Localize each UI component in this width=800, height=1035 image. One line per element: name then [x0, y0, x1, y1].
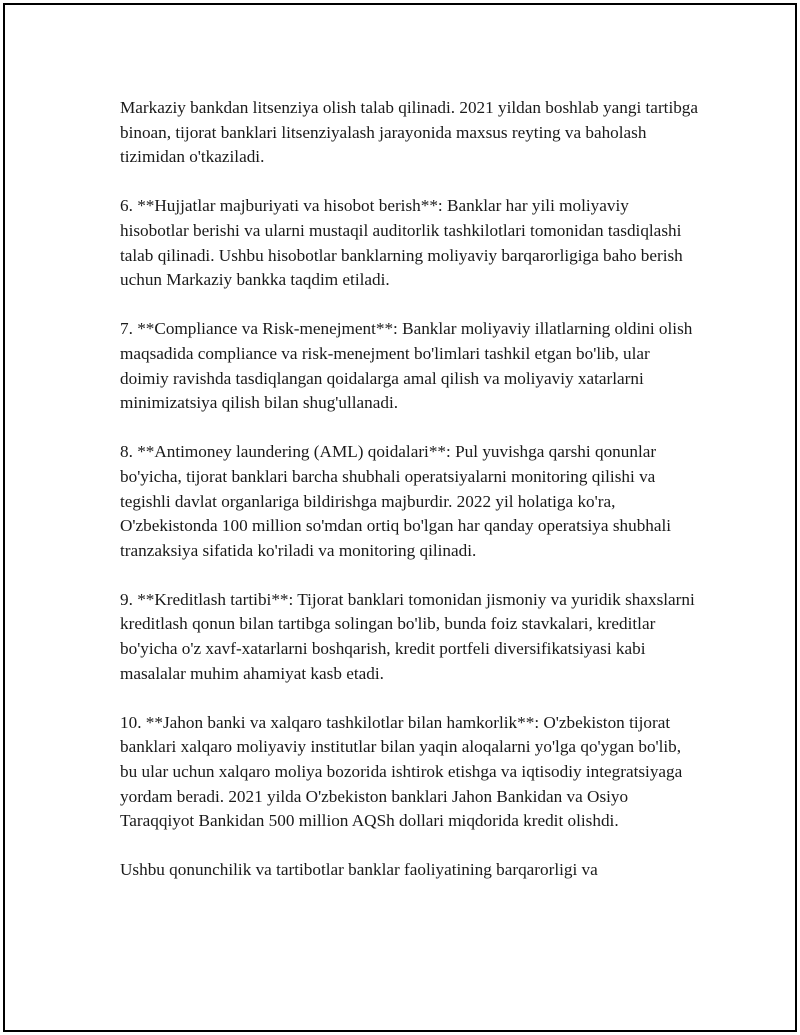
- paragraph-conclusion: Ushbu qonunchilik va tartibotlar banklar faoliyatining barqarorligi va: [120, 860, 598, 880]
- paragraph-reporting: 6. **Hujjatlar majburiyati va hisobot berish**: Banklar har yili moliyaviy hisobotlar berishi va ularni mustaqil auditorlik tashkilotlari tomonidan tasdiqlashi talab qilinadi. Ushbu hisobotlar banklarning moliyaviy barqarorligiga baho berish uchun Markaziy bankka taqdim etiladi.: [120, 196, 683, 290]
- paragraph-compliance: 7. **Compliance va Risk-menejment**: Banklar moliyaviy illatlarning oldini olish maqsadida compliance va risk-menejment bo'limlari tashkil etgan bo'lib, ular doimiy ravishda tasdiqlangan qoidalarga amal qilish va moliyaviy xatarlarni minimizatsiya qilish bilan shug'ullanadi.: [120, 319, 693, 413]
- paragraph-international: 10. **Jahon banki va xalqaro tashkilotlar bilan hamkorlik**: O'zbekiston tijorat banklari xalqaro moliyaviy institutlar bilan yaqin aloqalarni yo'lga qo'ygan bo'lib, bu ular uchun xalqaro moliya bozorida ishtirok etishga va iqtisodiy integratsiyaga yordam beradi. 2021 yilda O'zbekiston banklari Jahon Bankidan va Osiyo Taraqqiyot Bankidan 500 million AQSh dollari miqdorida kredit olishdi.: [120, 712, 683, 831]
- document-body: [120, 96, 700, 908]
- paragraph-aml: 8. **Antimoney laundering (AML) qoidalari**: Pul yuvishga qarshi qonunlar bo'yicha, tijorat banklari barcha shubhali operatsiyalarni monitoring qilishi va tegishli davlat organlariga bildirishga majburdir. 2022 yil holatiga ko'ra, O'zbekistonda 100 million so'mdan ortiq bo'lgan har qanday operatsiya shubhali tranzaksiya sifatida ko'riladi va monitoring qilinadi.: [120, 442, 672, 560]
- document-page: [3, 3, 797, 1032]
- paragraph-licensing: Markaziy bankdan litsenziya olish talab qilinadi. 2021 yildan boshlab yangi tartibga binoan, tijorat banklari litsenziyalash jarayonida maxsus reyting va baholash tizimidan o'tkaziladi.: [120, 98, 699, 167]
- paragraph-crediting: 9. **Kreditlash tartibi**: Tijorat banklari tomonidan jismoniy va yuridik shaxslarni kreditlash qonun bilan tartibga solingan bo'lib, bunda foiz stavkalari, kreditlar bo'yicha o'z xavf-xatarlarni boshqarish, kredit portfeli diversifikatsiyasi kabi masalalar muhim ahamiyat kasb etadi.: [120, 589, 695, 683]
